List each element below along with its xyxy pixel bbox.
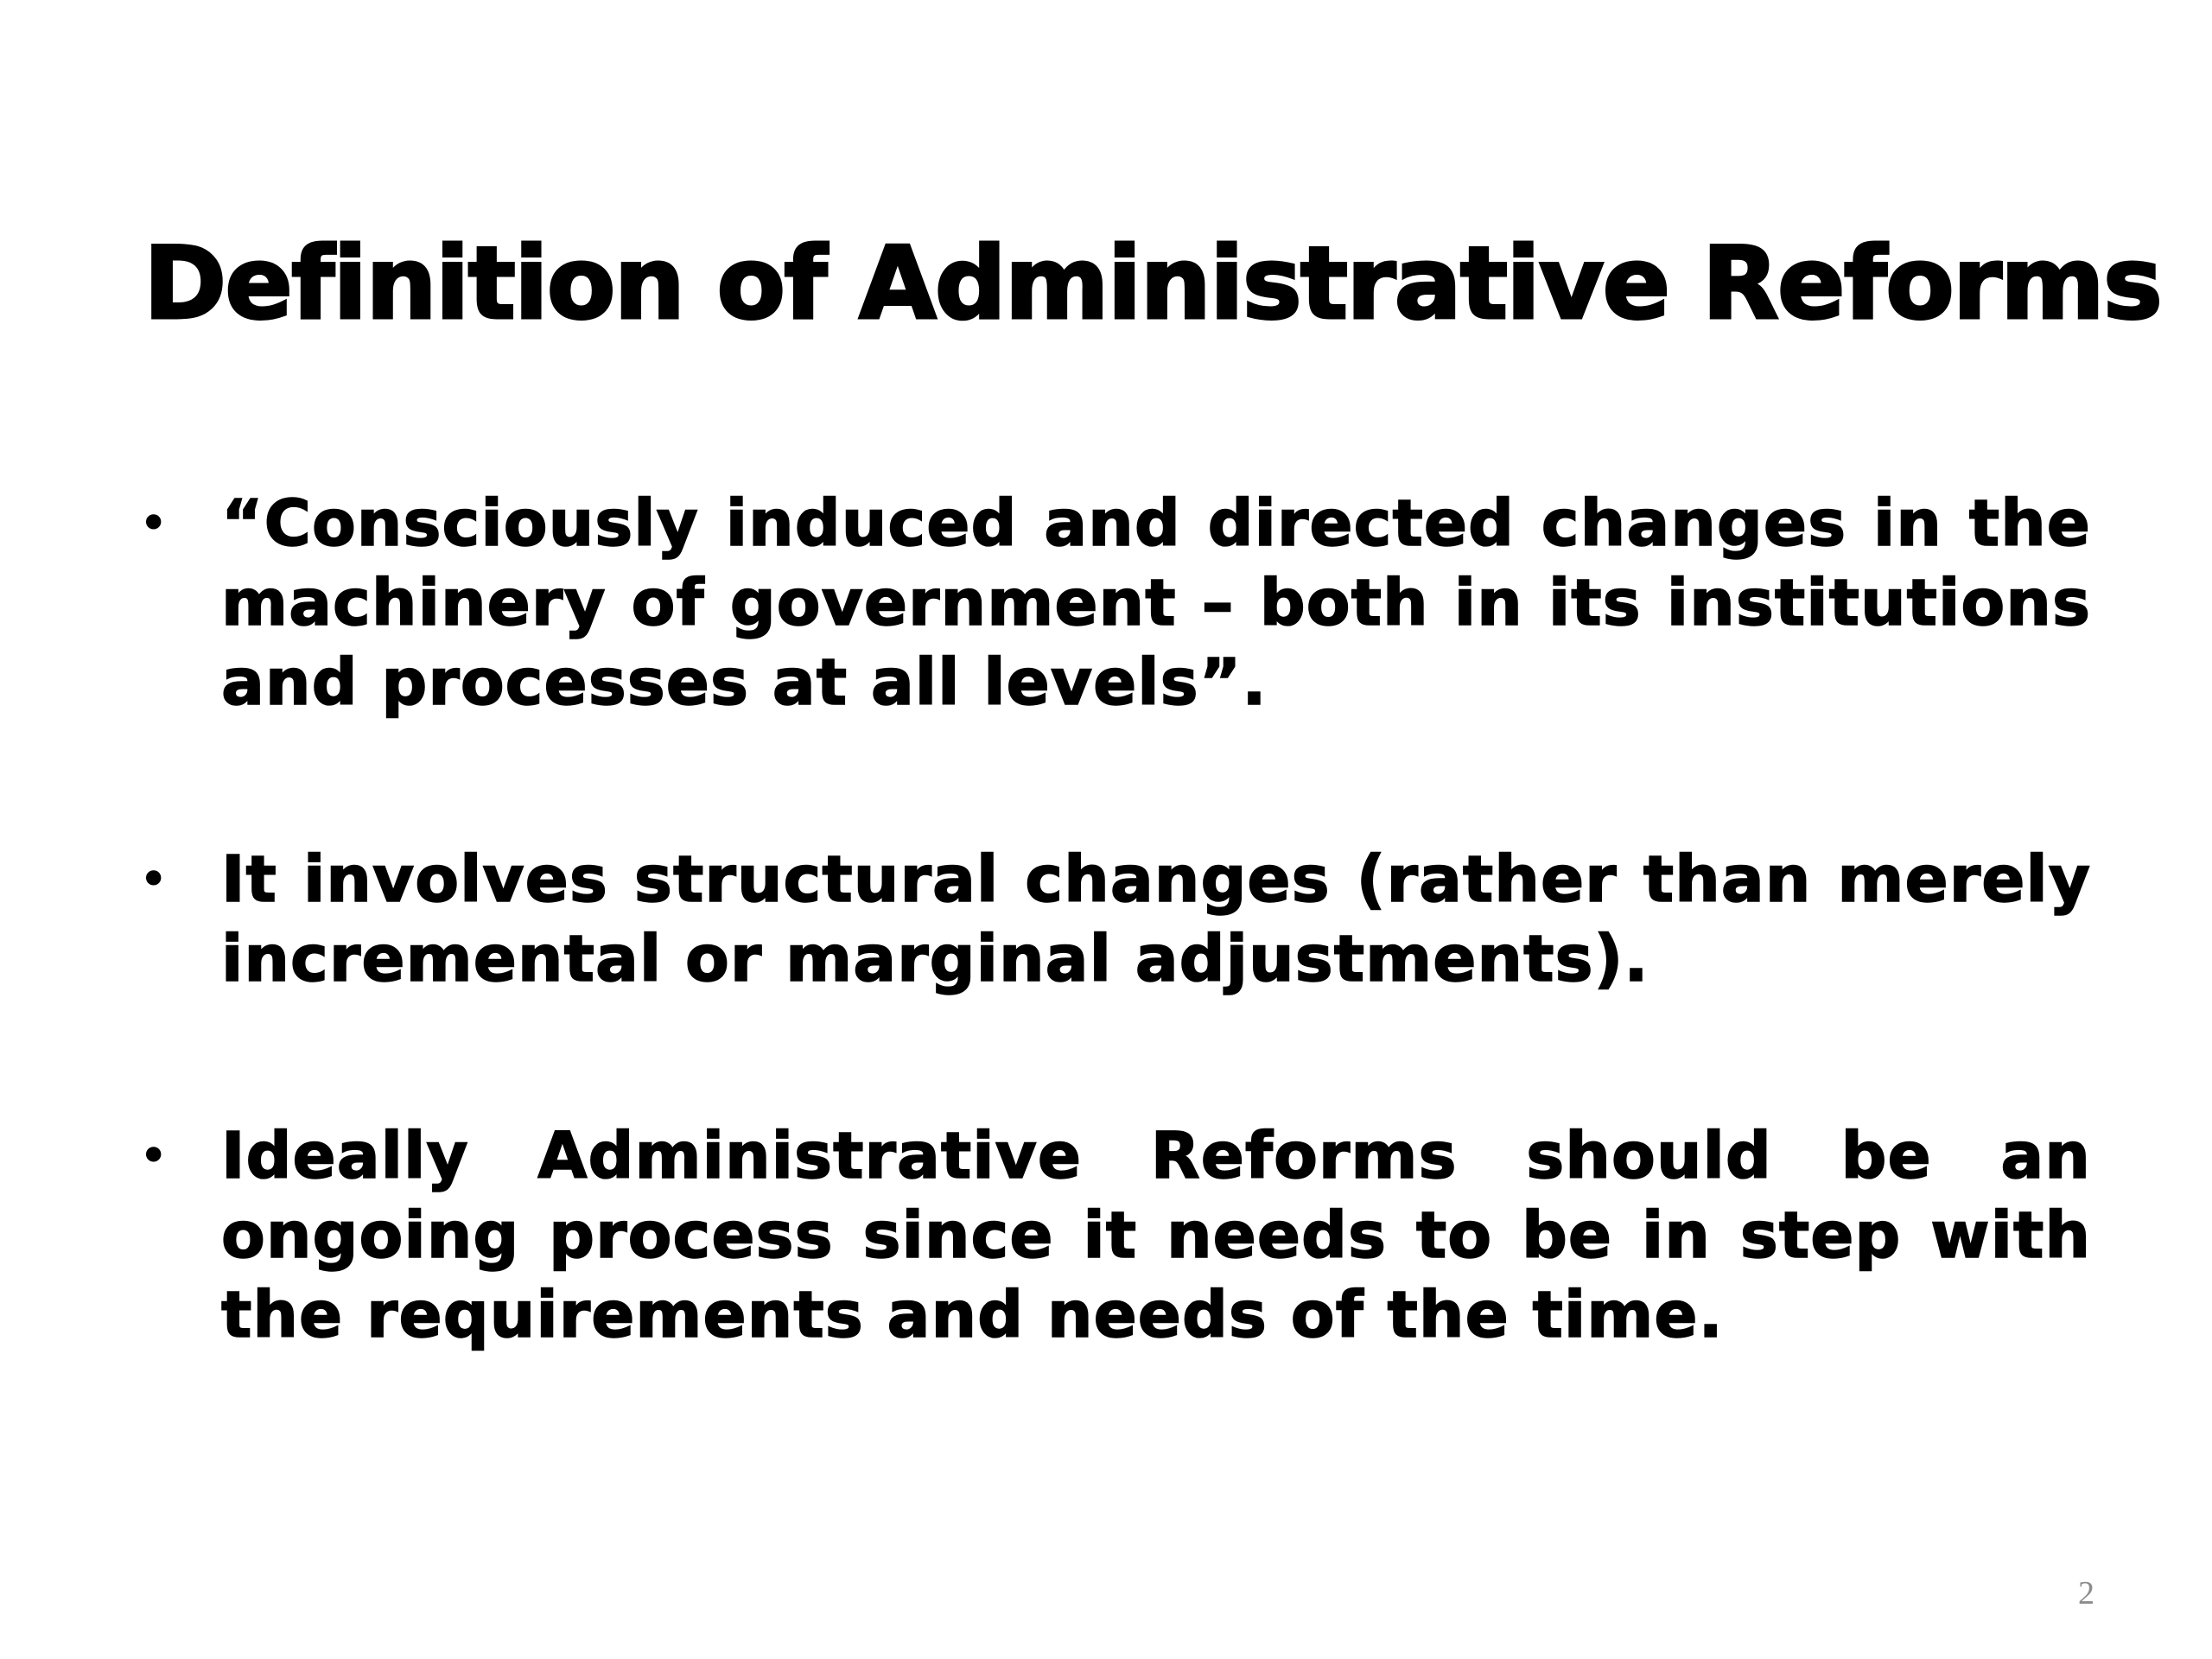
bullet-text: “Consciously induced and directed changes in the machinery of government – both in its institutions and processes at all levels”.: [221, 486, 2091, 720]
bullet-item-structural: [130, 840, 2091, 999]
bullet-dot-icon: •: [138, 849, 170, 910]
page-number: 2: [2078, 1575, 2094, 1611]
bullet-item-ongoing: [130, 1116, 2091, 1355]
slide-title: Definition of Administrative Reforms: [143, 226, 2161, 342]
bullet-text: Ideally Administrative Reforms should be an ongoing process since it needs to be in step with the requirements and needs of the time.: [221, 1119, 2091, 1352]
bullet-dot-icon: •: [138, 493, 170, 554]
bullet-dot-icon: •: [138, 1126, 170, 1186]
bullet-item-definition: [130, 484, 2091, 722]
bullet-list: [130, 484, 2091, 1355]
bullet-text: It involves structural changes (rather than merely incremental or marginal adjustments).: [221, 842, 2091, 996]
